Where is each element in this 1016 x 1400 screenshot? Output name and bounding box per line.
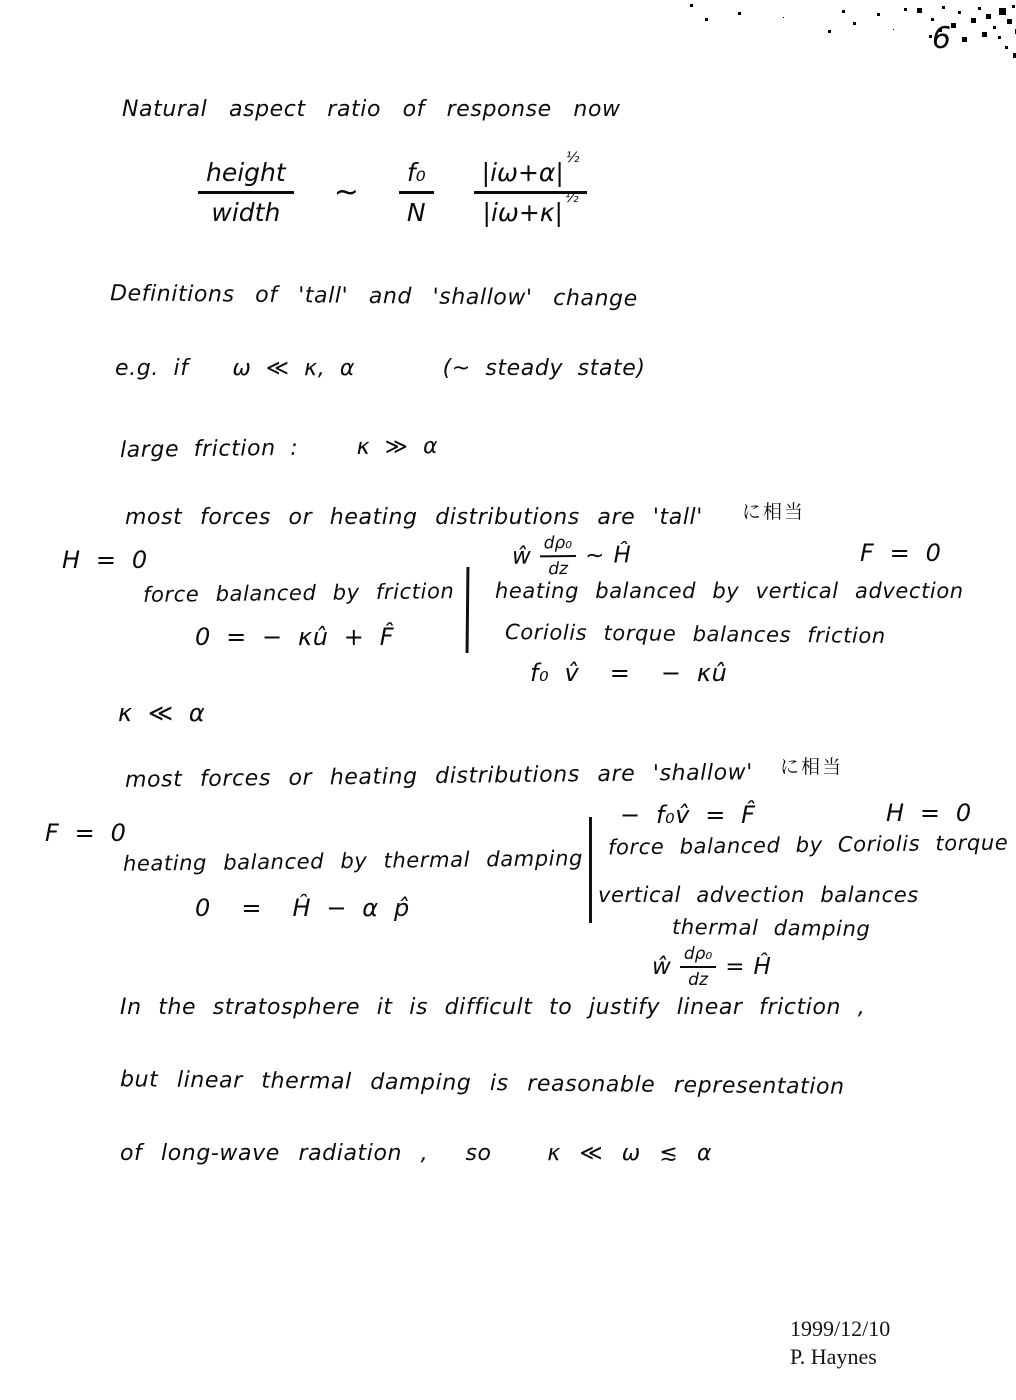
heating-advection-caption: heating balanced by vertical advection — [495, 579, 964, 603]
coriolis-friction-equation: f₀ v̂ = − κû — [530, 659, 728, 687]
tall-annotation-japanese: に相当 — [742, 501, 806, 523]
example-line: e.g. if ω ≪ κ, α (~ steady state) — [115, 356, 646, 381]
shallow-distributions-line: most forces or heating distributions are 'shallow' — [124, 760, 754, 793]
footer-date: 1999/12/10 — [790, 1316, 891, 1341]
h-hat-symbol: Ĥ — [753, 954, 771, 980]
similarity-symbol: ~ — [333, 175, 359, 210]
title-line: Natural aspect ratio of response now — [122, 97, 621, 122]
fraction-numerator: height — [198, 158, 294, 194]
magnitude-denominator: |iω+κ| — [482, 198, 563, 227]
shallow-annotation-japanese: に相当 — [780, 756, 844, 778]
magnitude-numerator: |iω+α| — [481, 158, 564, 187]
fraction-numerator: dρ₀ — [680, 944, 716, 968]
coriolis-buoyancy-fraction — [399, 158, 434, 227]
fraction-numerator — [474, 149, 588, 194]
column-divider — [466, 567, 470, 653]
closing-line-2: but linear thermal damping is reasonable representation — [119, 1067, 845, 1100]
definitions-line: Definitions of 'tall' and 'shallow' change — [109, 281, 638, 312]
fraction-denominator: N — [406, 198, 426, 227]
h-hat-symbol: Ĥ — [613, 542, 631, 569]
f-zero-condition: F = 0 — [860, 539, 942, 567]
force-friction-caption: force balanced by friction — [142, 579, 455, 607]
force-coriolis-caption: force balanced by Coriolis torque — [607, 830, 1009, 860]
exponent-half: ½ — [565, 149, 580, 166]
w-hat-symbol: ŵ — [511, 543, 531, 570]
w-hat-symbol: ŵ — [652, 954, 671, 980]
large-friction-heading: large friction : κ ≫ α — [119, 434, 439, 463]
coriolis-force-equation: − f₀v̂ = F̂ — [620, 801, 756, 829]
small-friction-heading: κ ≪ α — [118, 699, 206, 727]
closing-line-3: of long-wave radiation , so κ ≪ ω ≲ α — [120, 1141, 713, 1166]
frequency-magnitude-fraction — [474, 149, 588, 227]
fraction-numerator: f₀ — [399, 158, 434, 194]
thermal-damping-caption: heating balanced by thermal damping — [122, 846, 584, 876]
footer-author: P. Haynes — [790, 1344, 877, 1369]
fraction-denominator: width — [211, 198, 281, 227]
equals-symbol: = — [725, 954, 745, 980]
coriolis-friction-caption: Coriolis torque balances friction — [504, 620, 886, 648]
density-gradient-fraction — [540, 533, 577, 579]
scan-noise — [690, 4, 693, 7]
column-divider — [589, 817, 592, 923]
fraction-denominator: dz — [548, 559, 569, 580]
tall-distributions-line: most forces or heating distributions are 'tall' — [125, 505, 703, 530]
fraction-numerator: dρ₀ — [540, 533, 577, 557]
fraction-denominator — [475, 189, 587, 227]
advection-balances-caption: vertical advection balances — [598, 883, 919, 907]
aspect-ratio-formula — [198, 149, 587, 227]
friction-balance-equation: 0 = − κû + F̂ — [195, 623, 395, 651]
relation-symbol: ~ — [585, 542, 605, 569]
page-number: 6 — [931, 20, 952, 57]
fraction-denominator: dz — [688, 970, 708, 990]
vertical-advection-equation — [652, 944, 771, 990]
h-zero-condition: H = 0 — [62, 546, 148, 574]
h-zero-condition: H = 0 — [886, 799, 972, 827]
thermal-damping-equation: 0 = Ĥ − α p̂ — [195, 894, 410, 922]
density-gradient-fraction — [680, 944, 716, 990]
f-zero-condition: F = 0 — [45, 819, 127, 847]
height-width-fraction — [198, 158, 294, 227]
closing-line-1: In the stratosphere it is difficult to justify linear friction , — [120, 995, 866, 1020]
exponent-half: ½ — [564, 189, 579, 206]
thermal-damping-caption-line2: thermal damping — [671, 914, 871, 942]
vertical-advection-relation — [512, 532, 631, 579]
